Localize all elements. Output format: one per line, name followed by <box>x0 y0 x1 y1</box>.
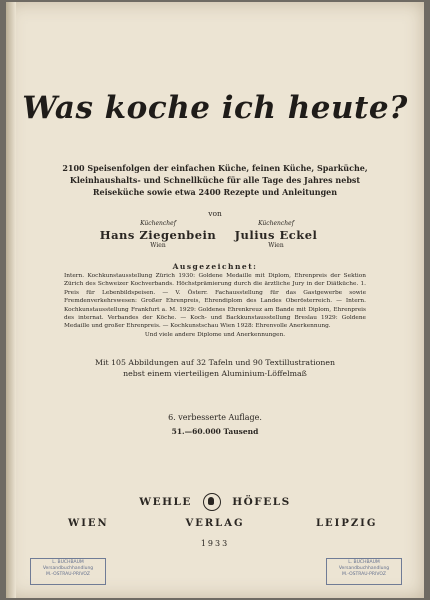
print-run: 51.—60.000 Tausend <box>171 427 259 436</box>
author-block-2 <box>216 220 336 249</box>
stamp-line: M.-OSTRAU-PRIVOZ <box>342 572 386 577</box>
awards-heading: Ausgezeichnet: <box>172 262 258 271</box>
publisher-right: HÖFELS <box>232 496 291 508</box>
book-title: Was koche ich heute? <box>22 90 408 126</box>
stamp-line: L. BUCHBAUM <box>52 560 84 565</box>
stamp-line: Versandbuchhandlung <box>338 566 390 571</box>
author-role: Küchenchef <box>258 220 294 227</box>
illustrations-note: Mit 105 Abbildungen auf 32 Tafeln und 90 Textillustrationen nebst einem vierteiligen Aluminium-Löffelmaß <box>94 358 335 378</box>
author-name: Hans Ziegenbein <box>99 228 217 242</box>
awards-closing: Und viele andere Diplome und Anerkennungen. <box>144 331 286 338</box>
stamp-line: M.-OSTRAU-PRIVOZ <box>46 572 90 577</box>
author-name: Julius Eckel <box>234 228 318 242</box>
title-page <box>6 2 424 598</box>
place-left: WIEN <box>68 518 109 529</box>
bookseller-stamp-left <box>30 558 106 585</box>
edition-note: 6. verbesserte Auflage. <box>168 413 262 422</box>
bookseller-stamp-right <box>326 558 402 585</box>
publication-year: 1933 <box>200 539 230 548</box>
publisher-emblem-icon <box>203 493 221 511</box>
stamp-line: L. BUCHBAUM <box>348 560 380 565</box>
awards-body: Intern. Kochkunstausstellung Zürich 1930: Goldene Medaille mit Diplom, Ehrenpreis der Sektion Zürich des Schweizer Kochverbands. Höchstprämierung durch die ärztliche Jury in der Diätküche. 1. Preis für Lebenbildspeisen. — V. Österr. Fachausstellung für das Gastgewerbe sowie Fremdenverkehrswesen: Großer Ehrenpreis, Ehrendiplom des Landes Oberösterreich. — Intern. Kochkunstausstellung Frankfurt a. M. 1929: Goldenes Ehrenkreuz am Bande mit Diplom, Ehrenpreis des internat. Verbandes der Köche. — Koch- und Backkunstausstellung Breslau 1929: Goldene Medaille und großer Ehrenpreis. — Kochkunstschau Wien 1928: Ehrenvolle Anerkennung. <box>64 273 366 330</box>
publisher-name <box>6 493 424 511</box>
publisher-left: WEHLE <box>139 496 192 508</box>
author-block-1 <box>98 220 218 249</box>
awards-text <box>64 272 366 339</box>
place-middle: VERLAG <box>185 518 245 529</box>
stamp-line: Versandbuchhandlung <box>42 566 94 571</box>
author-city: Wien <box>150 242 166 249</box>
author-role: Küchenchef <box>140 220 176 227</box>
book-subtitle: 2100 Speisenfolgen der einfachen Küche, feinen Küche, Sparküche, Kleinhaushalts- und Schnellküche für alle Tage des Jahres nebst Reiseküche sowie etwa 2400 Rezepte und Anleitungen <box>62 163 368 197</box>
author-city: Wien <box>268 242 284 249</box>
by-line: von <box>208 209 222 218</box>
place-right: LEIPZIG <box>316 518 378 529</box>
